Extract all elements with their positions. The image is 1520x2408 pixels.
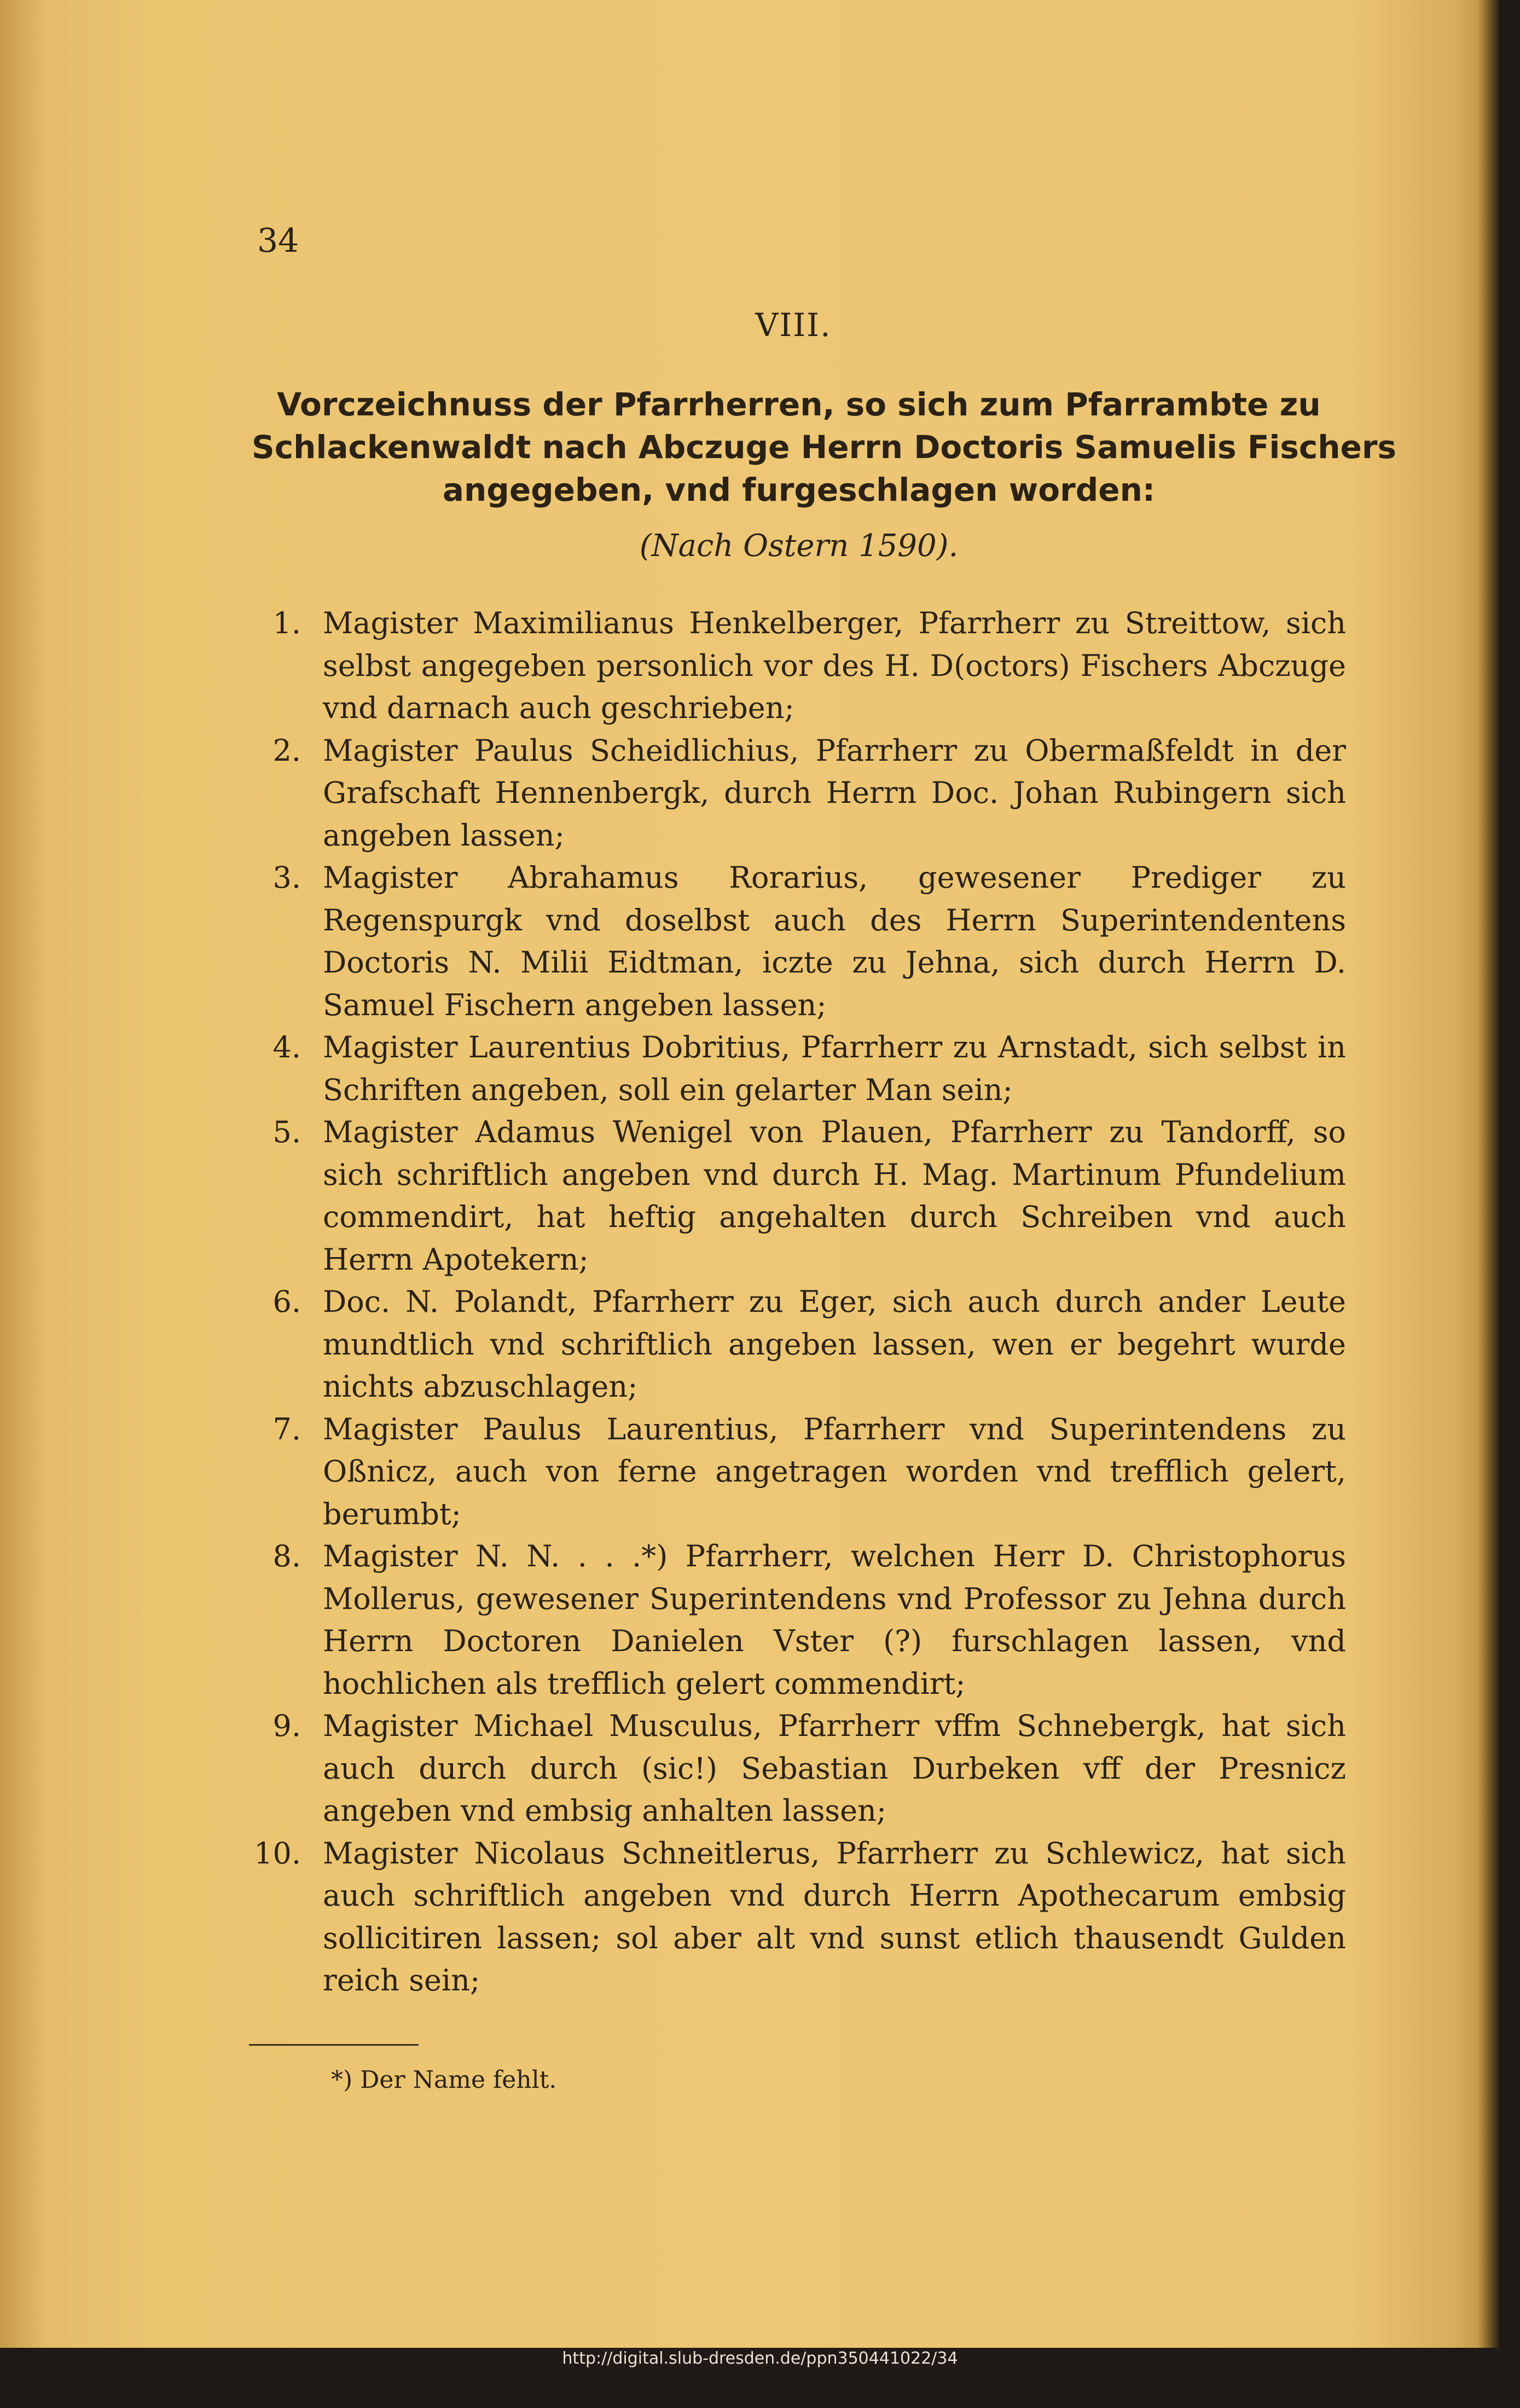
footnote: *) Der Name fehlt. xyxy=(331,2066,557,2094)
item-text: Magister Maximilianus Henkelberger, Pfarrherr zu Streittow, sich selbst angegeben personlich vor des H. D(octors) Fischers Abczuge vnd darnach auch geschrieben; xyxy=(323,606,1346,725)
list-item xyxy=(235,1408,1346,1536)
item-text: Magister Abrahamus Rorarius, gewesener Prediger zu Regenspurgk vnd doselbst auch des Herrn Superintendentens Doctoris N. Milii Eidtman, iczte zu Jehna, sich durch Herrn D. Samuel Fischern angeben lassen; xyxy=(323,860,1346,1022)
item-text: Magister Michael Musculus, Pfarrherr vffm Schnebergk, hat sich auch durch durch (sic!) Sebastian Durbeken vff der Presnicz angeben vnd embsig anhalten lassen; xyxy=(323,1709,1346,1828)
list-item xyxy=(235,1705,1346,1832)
item-number: 4. xyxy=(272,1030,301,1064)
title-line-2: Schlackenwaldt nach Abczuge Herrn Doctoris Samuelis Fischers xyxy=(252,429,1397,466)
item-number: 1. xyxy=(272,606,301,640)
item-number: 9. xyxy=(272,1709,301,1743)
list-item xyxy=(235,1832,1346,2002)
list-item xyxy=(235,730,1346,857)
item-number: 6. xyxy=(272,1284,301,1319)
list-item xyxy=(235,1535,1346,1705)
item-text: Magister N. N. . . .*) Pfarrherr, welchen Herr D. Christophorus Mollerus, gewesener Superintendens vnd Professor zu Jehna durch Herrn Doctoren Danielen Vster (?) furschlagen lassen, vnd hochlichen als trefflich gelert commendirt; xyxy=(323,1539,1346,1701)
item-number: 10. xyxy=(254,1836,301,1871)
item-number: 3. xyxy=(272,860,301,895)
pastor-list xyxy=(235,602,1346,2002)
page-number: 34 xyxy=(257,222,299,260)
item-text: Magister Paulus Scheidlichius, Pfarrherr zu Obermaßfeldt in der Grafschaft Hennenbergk, durch Herrn Doc. Johan Rubingern sich angeben lassen; xyxy=(323,733,1346,853)
item-text: Magister Nicolaus Schneitlerus, Pfarrherr zu Schlewicz, hat sich auch schriftlich angeben vnd durch Herrn Apothecarum embsig sollicitiren lassen; sol aber alt vnd sunst etlich thausendt Gulden reich sein; xyxy=(323,1836,1346,1998)
section-number: VIII. xyxy=(755,306,832,344)
list-item xyxy=(235,1111,1346,1281)
title-line-3: angegeben, vnd furgeschlagen worden: xyxy=(442,471,1156,508)
title-line-1: Vorczeichnuss der Pfarrherren, so sich zum Pfarrambte zu xyxy=(277,386,1321,423)
item-number: 2. xyxy=(272,733,301,768)
footnote-rule xyxy=(249,2044,419,2046)
list-item xyxy=(235,602,1346,730)
section-title xyxy=(252,383,1397,511)
item-number: 7. xyxy=(272,1411,301,1446)
list-item xyxy=(235,856,1346,1026)
page-edge xyxy=(1478,0,1499,2348)
item-number: 5. xyxy=(272,1115,301,1149)
date-note: (Nach Ostern 1590). xyxy=(639,528,959,564)
list-item xyxy=(235,1281,1346,1408)
item-text: Magister Laurentius Dobritius, Pfarrherr zu Arnstadt, sich selbst in Schriften angeben, soll ein gelarter Man sein; xyxy=(323,1030,1346,1107)
source-url: http://digital.slub-dresden.de/ppn350441022/34 xyxy=(562,2349,958,2368)
item-text: Magister Adamus Wenigel von Plauen, Pfarrherr zu Tandorff, so sich schriftlich angeben vnd durch H. Mag. Martinum Pfundelium commendirt, hat heftig angehalten durch Schreiben vnd auch Herrn Apotekern; xyxy=(323,1115,1346,1277)
list-item xyxy=(235,1026,1346,1111)
item-text: Magister Paulus Laurentius, Pfarrherr vnd Superintendens zu Oßnicz, auch von ferne angetragen worden vnd trefflich gelert, berumbt; xyxy=(323,1411,1346,1531)
item-text: Doc. N. Polandt, Pfarrherr zu Eger, sich auch durch ander Leute mundtlich vnd schriftlich angeben lassen, wen er begehrt wurde nichts abzuschlagen; xyxy=(323,1284,1346,1404)
item-number: 8. xyxy=(272,1539,301,1573)
